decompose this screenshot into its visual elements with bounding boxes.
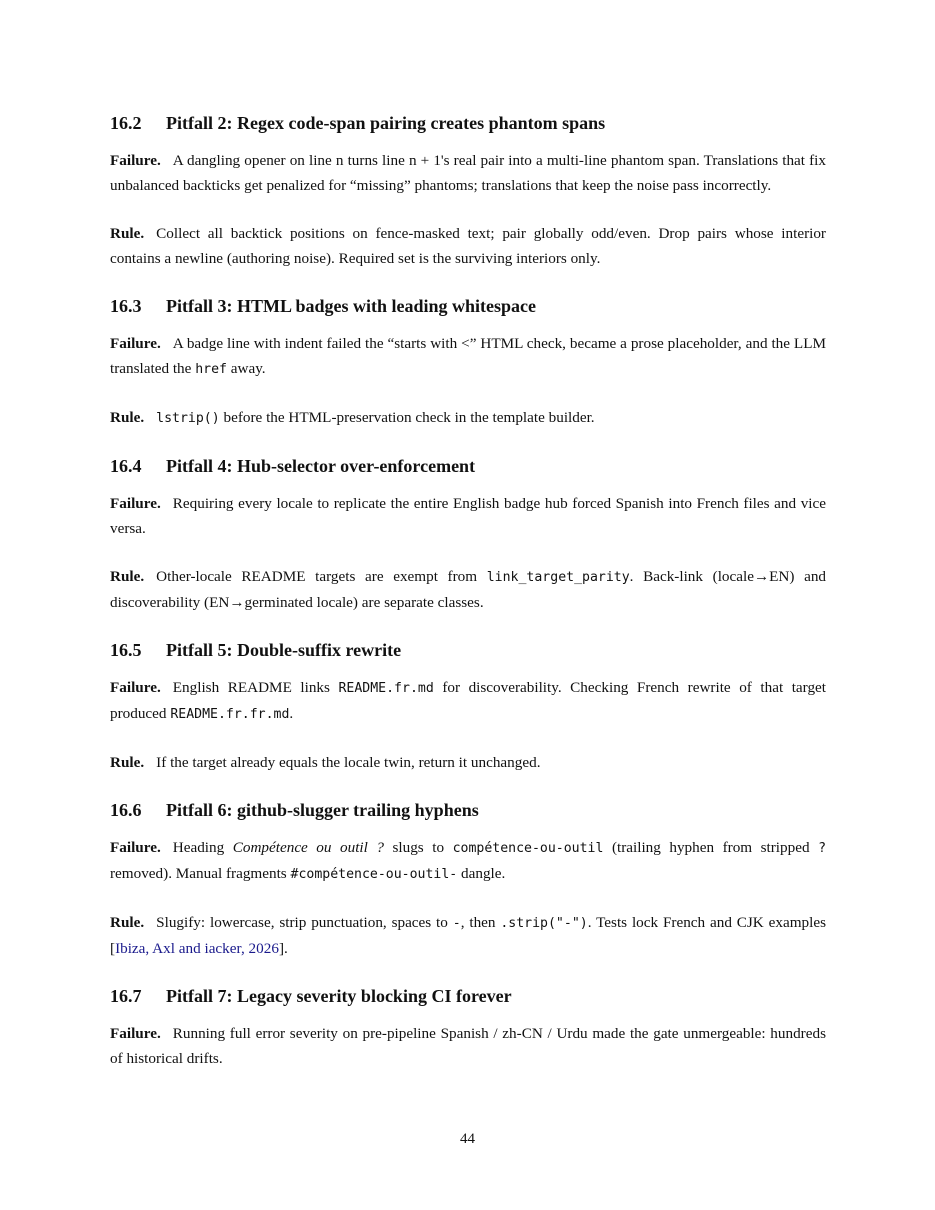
failure-text: English README links [172, 679, 330, 696]
inline-code: - [452, 916, 461, 931]
failure-paragraph [110, 1021, 826, 1071]
inline-code: README.fr.fr.md [170, 707, 290, 722]
rule-label: Rule. [110, 409, 145, 426]
citation-link[interactable]: Ibiza, Axl and iacker, 2026 [115, 940, 279, 957]
rule-label: Rule. [110, 754, 145, 771]
section-16-4 [110, 453, 826, 615]
rule-label: Rule. [110, 225, 145, 242]
rule-text: Other-locale README targets are exempt from [156, 568, 478, 585]
section-title: Pitfall 6: github-slugger trailing hyphens [166, 800, 479, 820]
failure-label: Failure. [110, 495, 161, 512]
rule-text: , then [460, 914, 496, 931]
failure-paragraph [110, 835, 826, 887]
failure-text: A dangling opener on line n turns line n + 1's real pair into a multi-line phantom span. Translations that fix unbalanced backticks get penalized for “missing” phantoms; translations that keep the noise pass incorrectly. [110, 152, 826, 194]
page-number: 44 [460, 1131, 475, 1147]
inline-code: href [195, 362, 227, 377]
section-16-5 [110, 637, 826, 775]
failure-text: Heading [172, 839, 225, 856]
inline-code: link_target_parity [486, 570, 630, 585]
rule-text: Slugify: lowercase, strip punctuation, spaces to [156, 914, 448, 931]
rule-text: If the target already equals the locale twin, return it unchanged. [156, 754, 541, 771]
section-number: 16.7 [110, 986, 142, 1006]
inline-code: compétence-ou-outil [452, 841, 604, 856]
section-number: 16.4 [110, 456, 142, 476]
failure-paragraph [110, 331, 826, 382]
inline-code: lstrip() [156, 411, 220, 426]
section-heading [110, 983, 826, 1009]
rule-paragraph [110, 750, 826, 775]
section-title: Pitfall 4: Hub-selector over-enforcement [166, 456, 476, 476]
rule-text: . Back-link (locale→EN) and discoverability (EN→germinated locale) are separate classes. [110, 568, 827, 611]
failure-paragraph [110, 491, 826, 541]
rule-paragraph [110, 910, 826, 961]
failure-text: Requiring every locale to replicate the entire English badge hub forced Spanish into French files and vice versa. [110, 495, 826, 537]
section-heading [110, 293, 826, 319]
inline-code: #compétence-ou-outil- [290, 867, 458, 882]
failure-text: away. [230, 360, 266, 377]
section-16-3 [110, 293, 826, 431]
section-heading [110, 110, 826, 136]
failure-text: for discoverability. Checking French rewrite of that target produced [110, 679, 827, 722]
rule-paragraph [110, 221, 826, 271]
failure-label: Failure. [110, 152, 161, 169]
rule-paragraph [110, 405, 826, 431]
rule-text: ]. [278, 940, 288, 957]
failure-text: . [289, 705, 294, 722]
rule-label: Rule. [110, 914, 145, 931]
section-number: 16.3 [110, 296, 142, 316]
section-16-2 [110, 110, 826, 271]
failure-paragraph [110, 675, 826, 727]
failure-label: Failure. [110, 679, 161, 696]
failure-text: Running full error severity on pre-pipeline Spanish / zh-CN / Urdu made the gate unmergeable: hundreds of historical drifts. [110, 1025, 826, 1067]
heading-example: Compétence ou outil ? [232, 839, 384, 856]
section-title: Pitfall 5: Double-suffix rewrite [166, 640, 402, 660]
inline-code: ? [818, 841, 827, 856]
section-heading [110, 797, 826, 823]
failure-label: Failure. [110, 1025, 161, 1042]
section-heading [110, 453, 826, 479]
section-number: 16.2 [110, 113, 142, 133]
failure-label: Failure. [110, 335, 161, 352]
failure-text: A badge line with indent failed the “starts with <” HTML check, became a prose placeholder, and the LLM translated the [110, 335, 826, 377]
failure-label: Failure. [110, 839, 161, 856]
section-number: 16.5 [110, 640, 142, 660]
failure-text: dangle. [461, 865, 506, 882]
section-16-6 [110, 797, 826, 961]
rule-text: . Tests lock French and CJK examples [ [110, 914, 826, 957]
failure-text: slugs to [392, 839, 445, 856]
inline-code: README.fr.md [338, 681, 434, 696]
rule-text: Collect all backtick positions on fence-masked text; pair globally odd/even. Drop pairs whose interior contains a newline (authoring noise). Required set is the surviving interiors only. [110, 225, 826, 267]
section-title: Pitfall 2: Regex code-span pairing creates phantom spans [166, 113, 606, 133]
failure-text: removed). Manual fragments [110, 865, 287, 882]
rule-label: Rule. [110, 568, 145, 585]
section-number: 16.6 [110, 800, 142, 820]
section-16-7 [110, 983, 826, 1071]
failure-text: (trailing hyphen from stripped [611, 839, 810, 856]
rule-text: before the HTML-preservation check in the template builder. [223, 409, 595, 426]
failure-paragraph [110, 148, 826, 198]
inline-code: .strip("-") [500, 916, 588, 931]
page-body [110, 110, 826, 1071]
rule-paragraph [110, 564, 826, 615]
section-title: Pitfall 7: Legacy severity blocking CI forever [166, 986, 512, 1006]
section-title: Pitfall 3: HTML badges with leading whitespace [166, 296, 537, 316]
section-heading [110, 637, 826, 663]
